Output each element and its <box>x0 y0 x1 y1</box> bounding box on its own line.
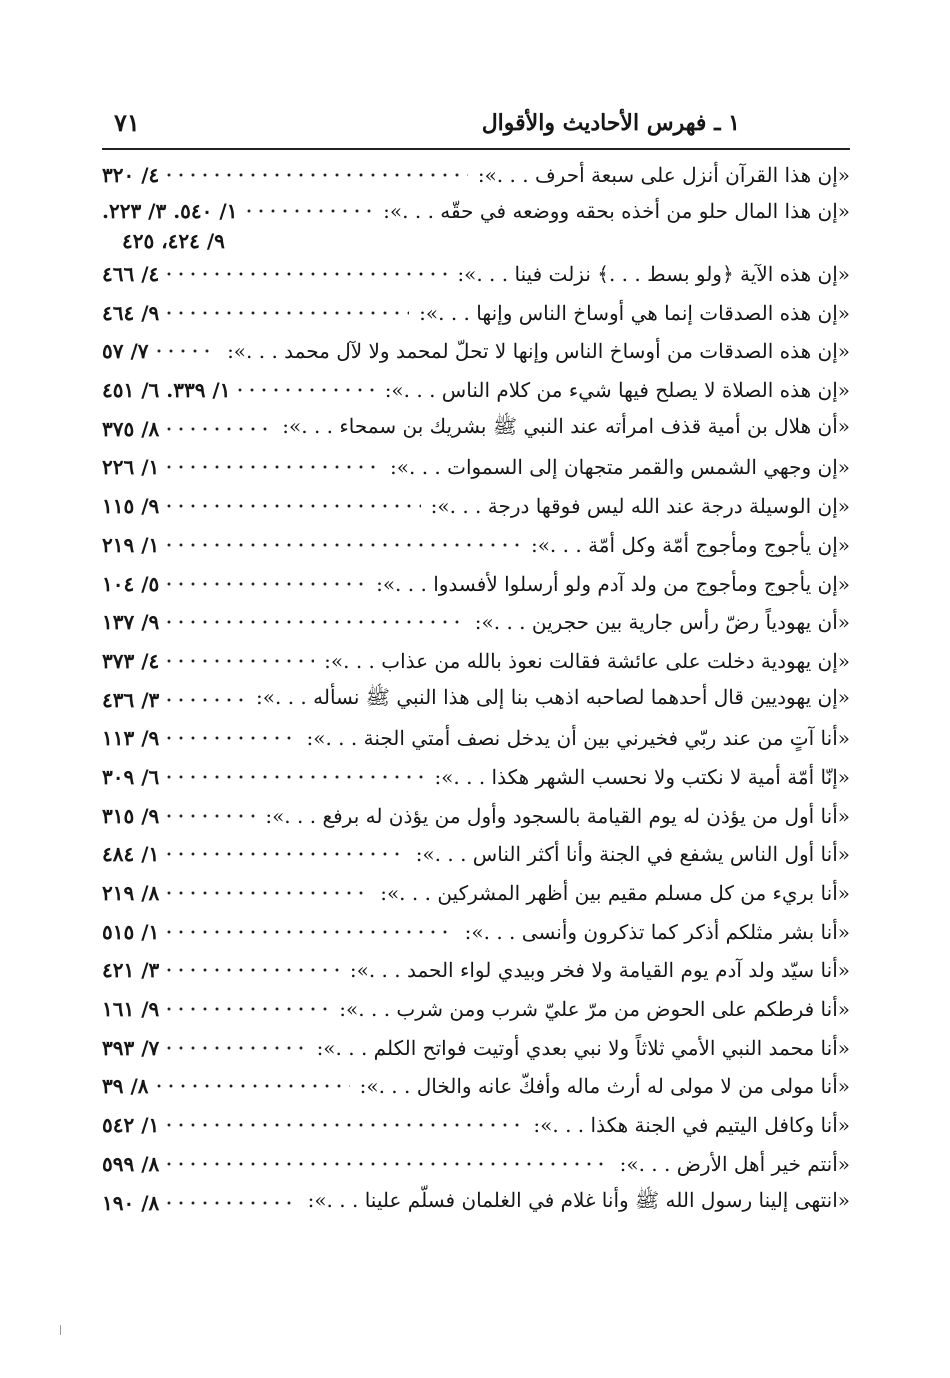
entry-text: «انتهى إلينا رسول الله ﷺ وأنا غلام في الغلمان فسلّم علينا . . .»: <box>307 1188 850 1213</box>
entry-reference: ٧/ ٥٧ <box>102 339 149 364</box>
index-entry <box>102 796 850 835</box>
dot-leader <box>163 960 340 980</box>
entry-reference: ٩/ ٣١٥ <box>102 803 160 828</box>
dot-leader <box>163 1193 297 1213</box>
entry-reference: ٥/ ١٠٤ <box>102 571 160 596</box>
index-entry <box>102 195 850 255</box>
header-divider <box>102 148 850 150</box>
entry-reference: ٩/ ١٦١ <box>102 997 160 1022</box>
entry-reference: ٩/ ١١٥ <box>102 494 160 519</box>
index-entry <box>102 951 850 990</box>
dot-leader <box>163 922 454 942</box>
entry-reference: ٨/ ٣٩ <box>102 1074 149 1099</box>
entry-text: «إن يأجوج ومأجوج من ولد آدم ولو أرسلوا لأفسدوا . . .»: <box>376 571 850 596</box>
index-entry <box>102 1028 850 1067</box>
dot-leader <box>163 999 329 1019</box>
entry-reference: ٦/ ٣٠٩ <box>102 764 160 789</box>
entry-reference: ١/ ٥٤٢ <box>102 1113 160 1138</box>
entry-reference: ٤/ ٣٢٠ <box>102 163 160 188</box>
entry-text: «إن يهوديين قال أحدهما لصاحبه اذهب بنا إلى هذا النبي ﷺ نسأله . . .»: <box>256 685 850 710</box>
entry-text: «إن يهودية دخلت على عائشة فقالت نعوذ بالله من عذاب . . .»: <box>324 648 850 673</box>
entry-text: «أنا مولى من لا مولى له أرث ماله وأفكّ عانه والخال . . .»: <box>359 1074 850 1099</box>
dot-leader <box>163 806 255 826</box>
index-entry <box>102 912 850 951</box>
page-title: ١ ـ فهرس الأحاديث والأقوال <box>481 110 740 136</box>
dot-leader <box>163 496 420 516</box>
entry-reference: ١/ ٢١٩ <box>102 532 160 557</box>
dot-leader <box>153 341 218 361</box>
entry-text: «إن هذه الصلاة لا يصلح فيها شيء من كلام الناس . . .»: <box>384 378 850 403</box>
index-entry <box>102 371 850 410</box>
dot-leader <box>163 165 468 185</box>
entry-text: «أن هلال بن أمية قذف امرأته عند النبي ﷺ بشريك بن سمحاء . . .»: <box>282 414 850 439</box>
dot-leader <box>163 264 447 284</box>
entry-reference: ٩/ ١٣٧ <box>102 610 160 635</box>
dot-leader <box>153 1076 350 1096</box>
page-number: ٧١ <box>114 108 140 137</box>
entry-text: «أنا بريء من كل مسلم مقيم بين أظهر المشركين . . .»: <box>380 881 850 906</box>
entry-text: «إن هذا القرآن أنزل على سبعة أحرف . . .»: <box>477 163 850 188</box>
entry-text: «أنا آتٍ من عند ربّي فخيرني بين أن يدخل نصف أمتي الجنة . . .»: <box>306 726 850 751</box>
entry-text: «إن الوسيلة درجة عند الله ليس فوقها درجة . . .»: <box>430 494 850 519</box>
index-entry <box>102 409 850 448</box>
entry-text: «إن يأجوج ومأجوج أمّة وكل أمّة . . .»: <box>530 532 850 557</box>
index-entry <box>102 487 850 526</box>
dot-leader <box>163 1115 523 1135</box>
index-entry <box>102 564 850 603</box>
entry-text: «أن يهودياً رضّ رأس جارية بين حجرين . . .»: <box>474 610 850 635</box>
entry-text: «أنا أول الناس يشفع في الجنة وأنا أكثر الناس . . .»: <box>415 842 850 867</box>
index-entry <box>102 990 850 1029</box>
dot-leader <box>163 844 405 864</box>
entry-text: «إن هذا المال حلو من أخذه بحقه ووضعه في حقّه . . .»: <box>383 198 850 223</box>
dot-leader <box>163 535 521 555</box>
entry-text: «أنا بشر مثلكم أذكر كما تذكرون وأنسى . . .»: <box>464 919 850 944</box>
entry-reference: ٨/ ٣٧٥ <box>102 416 160 441</box>
entry-reference: ٤/ ٤٦٦ <box>102 262 160 287</box>
entry-text: «إن هذه الصدقات إنما هي أوساخ الناس وإنها . . .»: <box>419 300 850 325</box>
dot-leader <box>163 303 409 323</box>
dot-leader <box>163 1154 609 1174</box>
entry-reference: ١/ ٥١٥ <box>102 919 160 944</box>
dot-leader <box>163 883 370 903</box>
entry-text: «إن وجهي الشمس والقمر متجهان إلى السموات . . .»: <box>390 455 850 480</box>
dot-leader <box>163 419 272 439</box>
entry-text: «أنا وكافل اليتيم في الجنة هكذا . . .»: <box>533 1113 850 1138</box>
dot-leader <box>163 728 296 748</box>
index-entry <box>102 835 850 874</box>
dot-leader <box>234 380 374 400</box>
dot-leader <box>163 574 366 594</box>
dot-leader <box>243 201 371 221</box>
dot-leader <box>163 612 465 632</box>
index-entry <box>102 1067 850 1106</box>
index-entry <box>102 680 850 719</box>
dot-leader <box>163 767 424 787</box>
entry-reference: ٣/ ٤٣٦ <box>102 687 160 712</box>
dot-leader <box>163 651 314 671</box>
index-entry <box>102 526 850 565</box>
entry-reference: ٩/ ١١٣ <box>102 726 160 751</box>
entry-reference: ١/ ٥٤٠. ٣/ ٢٢٣. <box>102 198 238 223</box>
scan-mark <box>60 1325 61 1335</box>
entry-reference-continued: ٩/ ٤٢٤، ٤٢٥ <box>122 228 225 253</box>
index-entry <box>102 642 850 681</box>
index-entry <box>102 758 850 797</box>
index-entry <box>102 156 850 195</box>
index-entry <box>102 332 850 371</box>
index-entry <box>102 603 850 642</box>
page-header <box>104 108 848 144</box>
entry-text: «أنتم خير أهل الأرض . . .»: <box>619 1151 850 1176</box>
index-entry <box>102 293 850 332</box>
index-entry <box>102 874 850 913</box>
dot-leader <box>163 1038 306 1058</box>
entry-text: «أنا محمد النبي الأمي ثلاثاً ولا نبي بعدي أوتيت فواتح الكلم . . .»: <box>316 1035 850 1060</box>
entry-reference: ٨/ ٥٩٩ <box>102 1151 160 1176</box>
dot-leader <box>163 457 380 477</box>
index-entry <box>102 1145 850 1184</box>
entry-reference: ٣/ ٤٢١ <box>102 958 160 983</box>
index-entry <box>102 1106 850 1145</box>
entry-reference: ٨/ ١٩٠ <box>102 1190 160 1215</box>
dot-leader <box>163 690 246 710</box>
entry-reference: ٤/ ٣٧٣ <box>102 648 160 673</box>
index-entry <box>102 255 850 294</box>
entry-text: «إنّا أمّة أمية لا نكتب ولا نحسب الشهر هكذا . . .»: <box>434 764 850 789</box>
entry-reference: ١/ ٤٨٤ <box>102 842 160 867</box>
index-entry <box>102 1183 850 1222</box>
hadith-index-list <box>102 156 850 1222</box>
index-entry <box>102 448 850 487</box>
index-entry <box>102 719 850 758</box>
entry-reference: ٧/ ٣٩٣ <box>102 1035 160 1060</box>
entry-text: «أنا أول من يؤذن له يوم القيامة بالسجود وأول من يؤذن له برفع . . .»: <box>265 803 850 828</box>
entry-reference: ١/ ٣٣٩. ٦/ ٤٥١ <box>102 378 231 403</box>
entry-text: «إن هذه الصدقات من أوساخ الناس وإنها لا تحلّ لمحمد ولا لآل محمد . . .»: <box>227 339 850 364</box>
entry-reference: ١/ ٢٢٦ <box>102 455 160 480</box>
entry-reference: ٨/ ٢١٩ <box>102 881 160 906</box>
entry-text: «أنا فرطكم على الحوض من مرّ عليّ شرب ومن شرب . . .»: <box>339 997 850 1022</box>
entry-text: «إن هذه الآية ﴿ولو بسط . . .﴾ نزلت فينا . . .»: <box>457 262 850 287</box>
entry-text: «أنا سيّد ولد آدم يوم القيامة ولا فخر وبيدي لواء الحمد . . .»: <box>349 958 850 983</box>
entry-reference: ٩/ ٤٦٤ <box>102 300 160 325</box>
